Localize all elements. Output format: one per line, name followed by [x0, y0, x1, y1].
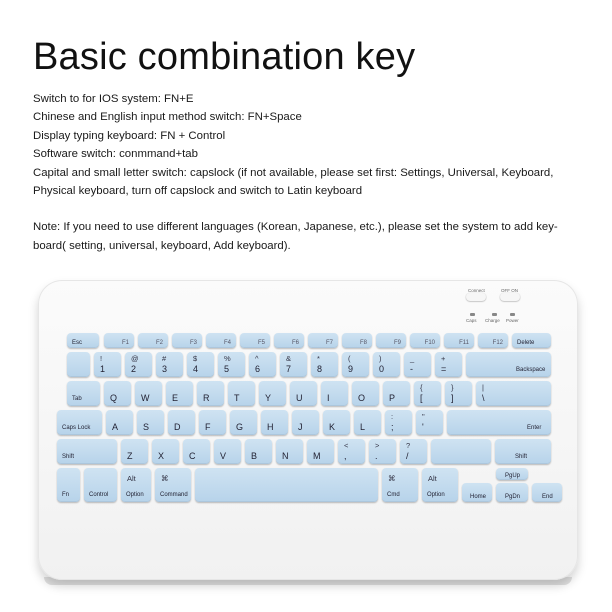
- key-f2[interactable]: F2: [138, 333, 168, 348]
- charge-led-label: Charge: [485, 318, 500, 323]
- key-f7[interactable]: F7: [308, 333, 338, 348]
- key-y[interactable]: Y: [259, 381, 286, 406]
- key-command-right[interactable]: ⌘ Cmd: [382, 468, 418, 502]
- key-caps-lock[interactable]: Caps Lock: [57, 410, 102, 435]
- key-fn[interactable]: Fn: [57, 468, 80, 502]
- key-f4[interactable]: F4: [206, 333, 236, 348]
- key-control[interactable]: Control: [84, 468, 117, 502]
- key-end[interactable]: End: [532, 483, 562, 502]
- key-0[interactable]: ) 0: [373, 352, 400, 377]
- note-line-2: board( setting, universal, keyboard, Add keyboard).: [33, 239, 291, 252]
- key-o[interactable]: O: [352, 381, 379, 406]
- key-minus[interactable]: _ -: [404, 352, 431, 377]
- key-p[interactable]: P: [383, 381, 410, 406]
- key-h[interactable]: H: [261, 410, 288, 435]
- key-shift-right-main[interactable]: Shift: [495, 439, 551, 464]
- key-home[interactable]: Home: [462, 483, 492, 502]
- key-w[interactable]: W: [135, 381, 162, 406]
- connect-label: Connect: [468, 288, 485, 293]
- key-f5[interactable]: F5: [240, 333, 270, 348]
- key-f[interactable]: F: [199, 410, 226, 435]
- key-a[interactable]: A: [106, 410, 133, 435]
- key-m[interactable]: M: [307, 439, 334, 464]
- key-k[interactable]: K: [323, 410, 350, 435]
- key-f3[interactable]: F3: [172, 333, 202, 348]
- key-3[interactable]: # 3: [156, 352, 183, 377]
- key-r[interactable]: R: [197, 381, 224, 406]
- key-n[interactable]: N: [276, 439, 303, 464]
- key-g[interactable]: G: [230, 410, 257, 435]
- key-f6[interactable]: F6: [274, 333, 304, 348]
- key-pgup[interactable]: PgUp: [496, 468, 528, 480]
- caps-led-icon: [470, 313, 475, 316]
- key-f11[interactable]: F11: [444, 333, 474, 348]
- key-f9[interactable]: F9: [376, 333, 406, 348]
- key-slash[interactable]: ? /: [400, 439, 427, 464]
- key-grave[interactable]: [67, 352, 90, 377]
- key-q[interactable]: Q: [104, 381, 131, 406]
- power-switch[interactable]: [500, 293, 520, 301]
- key-enter[interactable]: Enter: [447, 410, 551, 435]
- line-software-switch: Software switch: conmmand+tab: [33, 148, 198, 161]
- key-d[interactable]: D: [168, 410, 195, 435]
- caps-led-label: Caps: [466, 318, 477, 323]
- key-backspace[interactable]: Backspace: [466, 352, 551, 377]
- key-1[interactable]: ! 1: [94, 352, 121, 377]
- key-e[interactable]: E: [166, 381, 193, 406]
- line-ios-switch: Switch to for IOS system: FN+E: [33, 93, 194, 105]
- key-f8[interactable]: F8: [342, 333, 372, 348]
- key-space[interactable]: [195, 468, 378, 502]
- key-v[interactable]: V: [214, 439, 241, 464]
- key-left-bracket[interactable]: { [: [414, 381, 441, 406]
- key-5[interactable]: % 5: [218, 352, 245, 377]
- key-backslash[interactable]: | \: [476, 381, 551, 406]
- key-u[interactable]: U: [290, 381, 317, 406]
- key-f1[interactable]: F1: [104, 333, 134, 348]
- charge-led-icon: [492, 313, 497, 316]
- key-f10[interactable]: F10: [410, 333, 440, 348]
- key-8[interactable]: * 8: [311, 352, 338, 377]
- power-led-icon: [510, 313, 515, 316]
- line-capslock-2: Physical keyboard, turn off capslock and switch to Latin keyboard: [33, 185, 363, 198]
- key-period[interactable]: > .: [369, 439, 396, 464]
- key-4[interactable]: $ 4: [187, 352, 214, 377]
- key-c[interactable]: C: [183, 439, 210, 464]
- line-input-method: Chinese and English input method switch: FN+Space: [33, 111, 302, 124]
- note-line-1: Note: If you need to use different languages (Korean, Japanese, etc.), please set the system to add key-: [33, 221, 558, 234]
- key-right-bracket[interactable]: } ]: [445, 381, 472, 406]
- key-delete[interactable]: Delete: [512, 333, 551, 348]
- key-quote[interactable]: " ': [416, 410, 443, 435]
- key-l[interactable]: L: [354, 410, 381, 435]
- key-z[interactable]: Z: [121, 439, 148, 464]
- key-pgdn[interactable]: PgDn: [496, 483, 528, 502]
- key-s[interactable]: S: [137, 410, 164, 435]
- key-command-left[interactable]: ⌘ Command: [155, 468, 191, 502]
- line-display-keyboard: Display typing keyboard: FN + Control: [33, 129, 226, 142]
- power-led-label: Power: [506, 318, 519, 323]
- key-tab[interactable]: Tab: [67, 381, 100, 406]
- line-capslock-1: Capital and small letter switch: capslock (if not available, please set first: Settings, Universal, Keyboard,: [33, 166, 554, 179]
- key-6[interactable]: ^ 6: [249, 352, 276, 377]
- key-esc[interactable]: Esc: [67, 333, 99, 348]
- key-i[interactable]: I: [321, 381, 348, 406]
- key-option-right[interactable]: Alt Option: [422, 468, 458, 502]
- key-option-left[interactable]: Alt Option: [121, 468, 151, 502]
- key-7[interactable]: & 7: [280, 352, 307, 377]
- key-j[interactable]: J: [292, 410, 319, 435]
- key-t[interactable]: T: [228, 381, 255, 406]
- key-equal[interactable]: + =: [435, 352, 462, 377]
- connect-button[interactable]: [466, 293, 486, 301]
- key-f12[interactable]: F12: [478, 333, 508, 348]
- description: [33, 90, 593, 255]
- key-b[interactable]: B: [245, 439, 272, 464]
- key-shift-left[interactable]: Shift: [57, 439, 117, 464]
- key-x[interactable]: X: [152, 439, 179, 464]
- key-9[interactable]: ( 9: [342, 352, 369, 377]
- key-2[interactable]: @ 2: [125, 352, 152, 377]
- power-label: OFF ON: [501, 288, 518, 293]
- key-shift-right[interactable]: [431, 439, 491, 464]
- key-semicolon[interactable]: : ;: [385, 410, 412, 435]
- page-title: Basic combination key: [33, 36, 416, 78]
- key-comma[interactable]: < ,: [338, 439, 365, 464]
